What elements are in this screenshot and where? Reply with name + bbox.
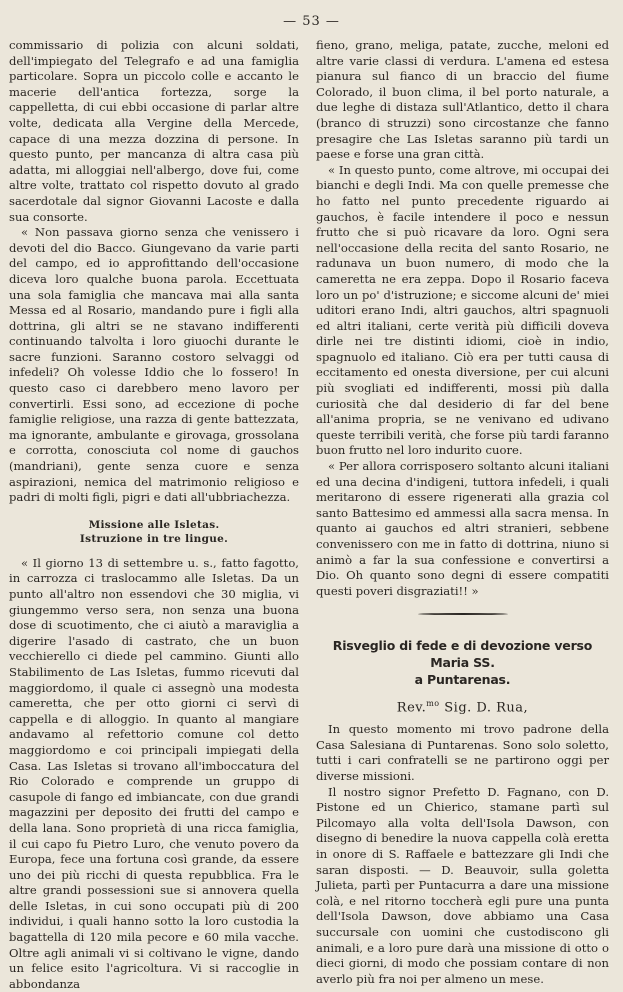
right-paragraph-3: « Per allora corrisposero soltanto alcuni italiani ed una decina d'indigeni, tuttora infedeli, i quali meritarono di essere rigenerati alla grazia col santo Battesimo ed ammessi alla sacra mensa. In quanto ai gauchos ed altri stranieri, sebbene convenissero con me in fatto di dottrina, niuno si animò a far la sua confessione e convertirsi a Dio. Oh quanto sono degni di essere compatiti questi poveri disgraziati!! » <box>316 459 609 598</box>
salutation-rest: Sig. D. Rua, <box>439 700 529 716</box>
letter-paragraph-1: In questo momento mi trovo padrone della Casa Salesiana di Puntarenas. Sono solo soletto, tutti i cari confratelli se ne partirono oggi per diverse missioni. <box>316 722 609 784</box>
article-heading-line-1: Risveglio di fede e di devozione verso Maria SS. <box>332 638 593 671</box>
salutation-prefix: Rev. <box>396 700 427 716</box>
page-number: — 53 — <box>283 14 340 29</box>
article-heading <box>316 637 609 688</box>
left-paragraph-3: « Il giorno 13 di settembre u. s., fatto fagotto, in carrozza ci traslocammo alle Isletas. Da un punto all'altro non essendovi che 30 miglia, vi giungemmo verso sera, non senza una buona dose di scuotimento, che ci aiutò a maraviglia a digerire l'asado di castrato, che un buon vecchierello ci diede pel cammino. Giunti allo Stabilimento de Las Isletas, fummo ricevuti dal maggiordomo, il quale ci assegnò una modesta cameretta, che per otto giorni ci servì di cappella e di alloggio. In quanto al mangiare andavamo al refettorio comune col detto maggiordomo e coi principali impiegati della Casa. Las Isletas si trovano all'imboccatura del Rio Colorado e comprende un gruppo di casupole di fango ed imbiancate, con due grandi magazzini per deposito dei frutti del campo e della lana. Sono proprietà di una ricca famiglia, il cui capo fu Pietro Luro, che venuto povero da Europa, fece una fortuna così grande, da essere uno dei più ricchi di questa repubblica. Fra le altre grandi possessioni sue si annovera quella delle Isletas, in cui sono occupati più di 200 individui, i quali hanno sotto la loro custodia la bagattella di 120 mila pecore e 60 mila vacche. Oltre agli animali vi si coltivano le vigne, dando un felice esito l'agricoltura. Vi si raccoglie in abbondanza <box>9 555 299 991</box>
letter-salutation <box>316 696 609 716</box>
right-column <box>316 38 609 987</box>
right-paragraph-1: fieno, grano, meliga, patate, zucche, meloni ed altre varie classi di verdura. L'amena ed estesa pianura sul fianco di un braccio del fiume Colorado, il buon clima, il bel porto naturale, a due leghe di distaza sull'Atlantico, detto il chara (branco di struzzi) sono circostanze che fanno presagire che Las Isletas saranno più tardi un paese e forse una gran città. <box>316 38 609 162</box>
left-paragraph-2: « Non passava giorno senza che venissero i devoti del dio Bacco. Giungevano da varie parti del campo, ed io approfittando dell'occasione diceva loro qualche buona parola. Eccettuata una sola famiglia che mancava mai alla santa Messa ed al Rosario, mandando pure i figli alla dottrina, gli altri se ne stavano indifferenti continuando talvolta i loro giuochi durante le sacre funzioni. Saranno costoro selvaggi od infedeli? Oh volesse Iddio che lo fossero! In questo caso ci darebbero meno lavoro per convertirli. Essi sono, ad eccezione di poche famiglie religiose, una razza di gente battezzata, ma ignorante, ambulante e girovaga, grossolana e corrotta, conosciuta col nome di gauchos (mandriani), gente senza cuore e senza aspirazioni, nemica del matrimonio religioso e padri di molti figli, pigri e dati all'ubbriachezza. <box>9 225 299 505</box>
left-column <box>9 38 299 992</box>
salutation-sup: mo <box>426 699 440 709</box>
section-title-line-2: Istruzione in tre lingue. <box>79 532 229 545</box>
section-divider <box>418 609 508 619</box>
section-title-line-1: Missione alle Isletas. <box>88 518 220 531</box>
left-paragraph-1: commissario di polizia con alcuni soldati, dell'impiegato del Telegrafo e ad una famiglia particolare. Sopra un piccolo colle e accanto le macerie dell'antica fortezza, sorge la cappelletta, di cui ebbi occasione di parlar altre volte, dedicata alla Vergine della Mercede, capace di una mezza dozzina di persone. In questo punto, per mancanza di altra casa più adatta, mi alloggiai nell'albergo, dove fui, come altre volte, trattato col rispetto dovuto al grado sacerdotale dal signor Giovanni Lacoste e dalla sua consorte. <box>9 38 299 224</box>
article-heading-line-2: a Puntarenas. <box>414 672 511 688</box>
letter-paragraph-2: Il nostro signor Prefetto D. Fagnano, con D. Pistone ed un Chierico, stamane partì sul Pilcomayo alla volta dell'Isola Dawson, con disegno di benedire la nuova cappella colà eretta in onore di S. Raffaele e battezzare gli Indi che saran disposti. — D. Beauvoir, sulla goletta Julieta, partì per Puntacurra a dare una missione colà, e nel ritorno toccherà egli pure una punta dell'Isola Dawson, dove abbiamo una Casa succursale con uomini che custodiscono gli animali, e a loro pure darà una missione di otto o dieci giorni, di modo che possiam contare di non averlo più fra noi per almeno un mese. <box>316 784 609 986</box>
right-paragraph-2: « In questo punto, come altrove, mi occupai dei bianchi e degli Indi. Ma con quelle premesse che ho fatto nel punto precedente riguardo ai gauchos, è facile intendere il poco e nessun frutto che si può ricavare da loro. Ogni sera nell'occasione della recita del santo Rosario, ne radunava un buon numero, di modo che la cameretta ne era zeppa. Dopo il Rosario faceva loro un po' d'istruzione; e siccome alcuni de' miei uditori erano Indi, altri gauchos, altri spagnuoli ed altri italiani, certe verità più difficili doveva dirle nei tre distinti idiomi, cioè in indio, spagnuolo ed italiano. Ciò era per tutti causa di eccitamento ed onesta diversione, per cui alcuni più svogliati ed indifferenti, mossi più dalla curiosità che dal desiderio di far del bene all'anima propria, se ne venivano ed udivano queste terribili verità, che forse più tardi faranno buon frutto nel loro indurito cuore. <box>316 162 609 458</box>
section-title <box>9 518 299 546</box>
